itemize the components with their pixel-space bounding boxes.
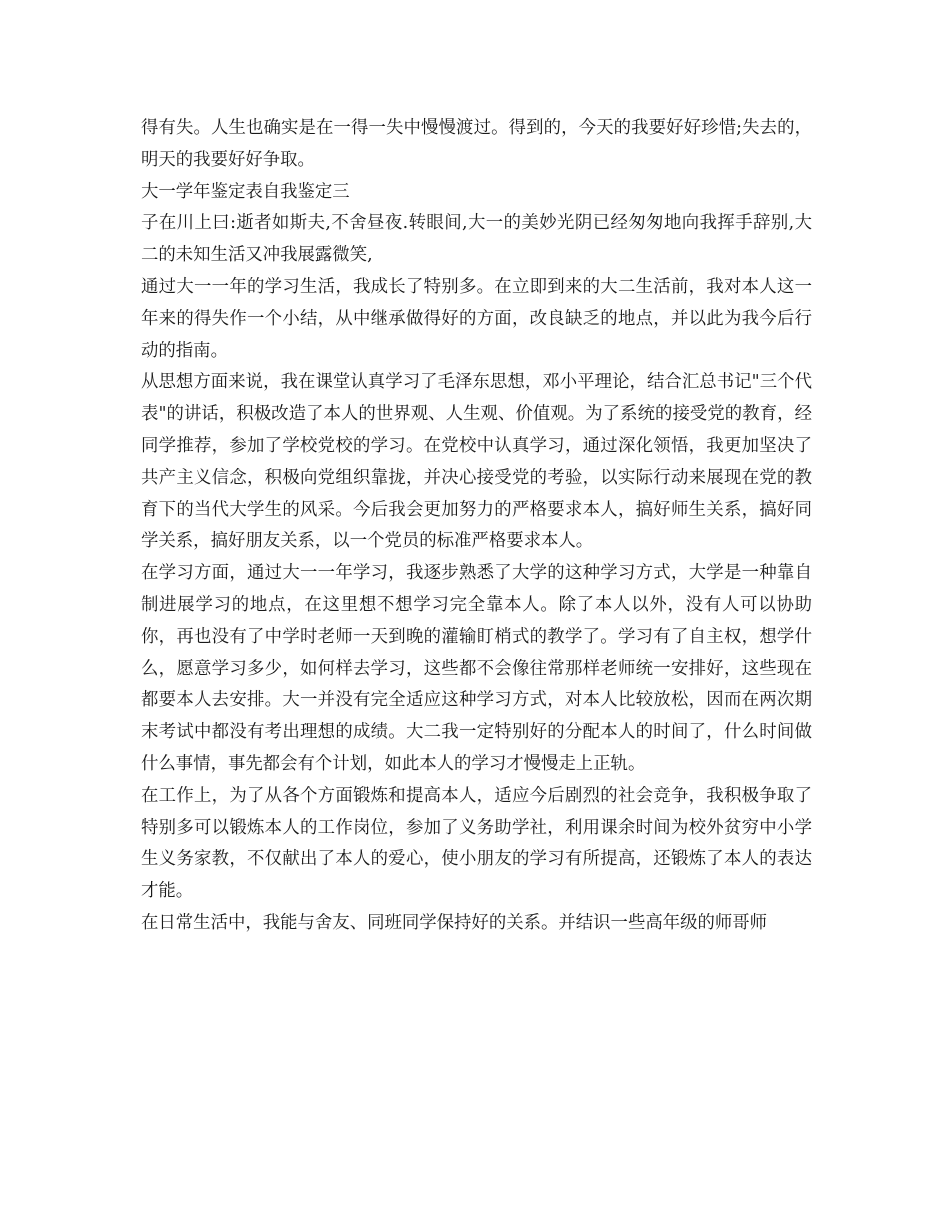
- paragraph-continuation: 得有失。人生也确实是在一得一失中慢慢渡过。得到的，今天的我要好好珍惜;失去的，明天的我要好好争取。: [141, 118, 812, 170]
- paragraph-summary: 通过大一一年的学习生活，我成长了特别多。在立即到来的大二生活前，我对本人这一年来的得失作一个小结，从中继承做得好的方面，改良缺乏的地点，并以此为我今后行动的指南。: [141, 276, 812, 361]
- paragraph-study: 在学习方面，通过大一一年学习，我逐步熟悉了大学的这种学习方式，大学是一种靠自制进展学习的地点，在这里想不想学习完全靠本人。除了本人以外，没有人可以协助你，再也没有了中学时老师一天到晚的灌输盯梢式的教学了。学习有了自主权，想学什么，愿意学习多少，如何样去学习，这些都不会像往常那样老师统一安排好，这些现在都要本人去安排。大一并没有完全适应这种学习方式，对本人比较放松，因而在两次期末考试中都没有考出理想的成绩。大二我一定特别好的分配本人的时间了，什么时间做什么事情，事先都会有个计划，如此本人的学习才慢慢走上正轨。: [141, 563, 812, 774]
- paragraph-intro: 子在川上曰:逝者如斯夫,不舍昼夜.转眼间,大一的美妙光阴已经匆匆地向我挥手辞别,大二的未知生活又冲我展露微笑,: [141, 213, 812, 266]
- section-heading: 大一学年鉴定表自我鉴定三: [141, 181, 350, 202]
- document-body: [141, 113, 812, 940]
- paragraph-daily-life: 在日常生活中，我能与舍友、同班同学保持好的关系。并结识一些高年级的师哥师: [141, 912, 768, 933]
- paragraph-ideology: 从思想方面来说，我在课堂认真学习了毛泽东思想，邓小平理论，结合汇总书记"三个代表"的讲话，积极改造了本人的世界观、人生观、价值观。为了系统的接受党的教育，经同学推荐，参加了学校党校的学习。在党校中认真学习，通过深化领悟，我更加坚决了共产主义信念，积极向党组织靠拢，并决心接受党的考验，以实际行动来展现在党的教育下的当代大学生的风采。今后我会更加努力的严格要求本人，搞好师生关系，搞好同学关系，搞好朋友关系，以一个党员的标准严格要求本人。: [141, 372, 812, 552]
- paragraph-work: 在工作上，为了从各个方面锻炼和提高本人，适应今后剧烈的社会竞争，我积极争取了特别多可以锻炼本人的工作岗位，参加了义务助学社，利用课余时间为校外贫穷中小学生义务家教，不仅献出了本人的爱心，使小朋友的学习有所提高，还锻炼了本人的表达才能。: [141, 785, 812, 902]
